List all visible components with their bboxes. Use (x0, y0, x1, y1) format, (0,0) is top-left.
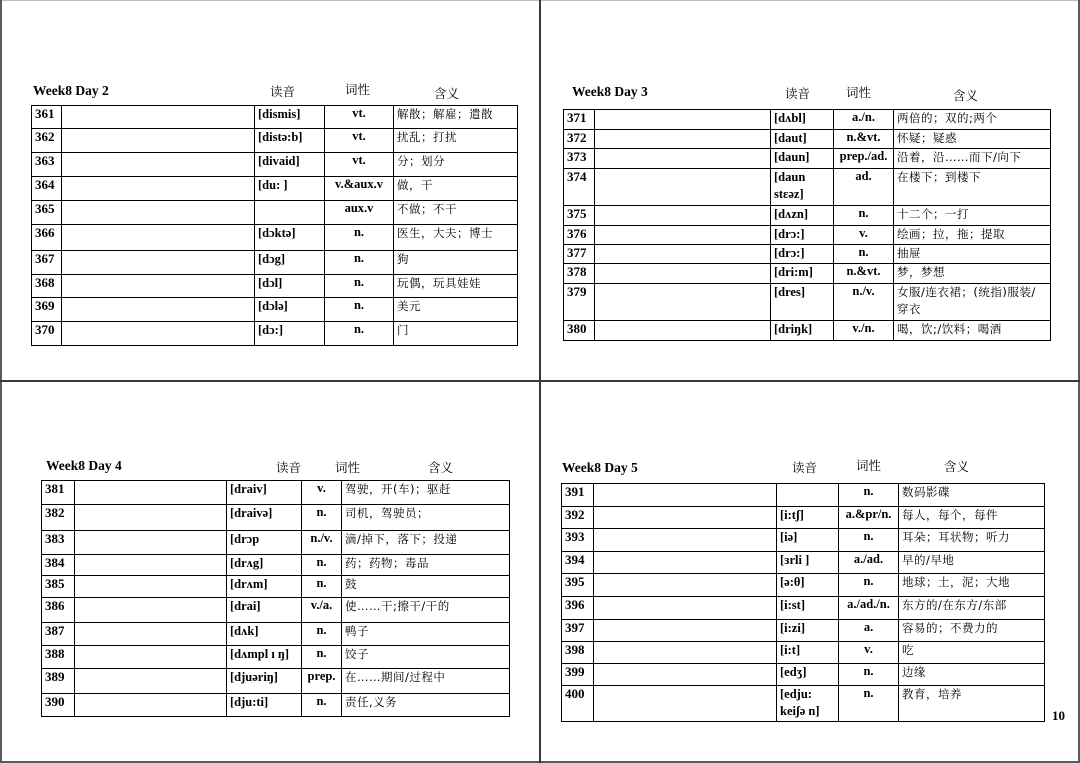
pos-cell: n.&vt. (834, 130, 894, 149)
pos-cell: a./ad./n. (839, 597, 899, 620)
word-cell (595, 149, 771, 169)
table-row (562, 686, 1045, 722)
pos-cell: n. (302, 576, 342, 598)
word-cell (594, 552, 777, 574)
phonetic-cell: [dɔg] (255, 251, 325, 275)
header-pos: 词性 (345, 82, 371, 97)
meaning-cell: 沿着，沿……而下/向下 (894, 149, 1051, 169)
table-row (564, 264, 1051, 284)
phonetic-cell: [dri:m] (771, 264, 834, 284)
pos-cell: vt. (325, 106, 394, 129)
pos-cell: vt. (325, 129, 394, 153)
meaning-cell: 梦，梦想 (894, 264, 1051, 284)
table-row (42, 481, 510, 505)
phonetic-cell: [dʌzn] (771, 206, 834, 226)
pos-cell: n. (839, 664, 899, 686)
entry-number: 399 (562, 664, 594, 686)
meaning-cell: 在……期间/过程中 (342, 669, 510, 694)
table-row (562, 620, 1045, 642)
table-row (32, 275, 518, 298)
meaning-cell: 两倍的；双的;两个 (894, 110, 1051, 130)
meaning-cell: 耳朵；耳状物；听力 (899, 529, 1045, 552)
word-cell (75, 646, 227, 669)
phonetic-cell: [ə:θ] (777, 574, 839, 597)
meaning-cell: 怀疑；疑惑 (894, 130, 1051, 149)
meaning-cell: 使……干;擦干/干的 (342, 598, 510, 623)
word-cell (594, 484, 777, 507)
phonetic-cell: [daun] (771, 149, 834, 169)
entry-number: 361 (32, 106, 62, 129)
pos-cell: v. (302, 481, 342, 505)
word-cell (594, 664, 777, 686)
word-cell (62, 106, 255, 129)
entry-number: 379 (564, 284, 595, 321)
header-meaning: 含义 (944, 459, 970, 474)
entry-number: 392 (562, 507, 594, 529)
entry-number: 371 (564, 110, 595, 130)
pos-cell: n. (325, 322, 394, 346)
word-cell (595, 264, 771, 284)
header-phonetic: 读音 (785, 86, 811, 101)
header-phonetic: 读音 (270, 84, 296, 99)
meaning-cell: 鼓 (342, 576, 510, 598)
meaning-cell: 边缘 (899, 664, 1045, 686)
entry-number: 363 (32, 153, 62, 177)
header-phonetic: 读音 (276, 460, 302, 475)
word-cell (594, 620, 777, 642)
word-cell (62, 251, 255, 275)
pos-cell: aux.v (325, 201, 394, 225)
day-title: Week8 Day 2 (33, 83, 109, 98)
meaning-cell: 狗 (394, 251, 518, 275)
word-cell (75, 576, 227, 598)
pos-cell: n. (325, 225, 394, 251)
meaning-cell: 滴/掉下，落下；投递 (342, 531, 510, 555)
phonetic-cell: [dɔktə] (255, 225, 325, 251)
pos-cell: v. (834, 226, 894, 245)
table-row (562, 507, 1045, 529)
phonetic-cell: [drɔ:] (771, 245, 834, 264)
phonetic-cell: [distə:b] (255, 129, 325, 153)
meaning-cell: 司机，驾驶员； (342, 505, 510, 531)
entry-number: 365 (32, 201, 62, 225)
table-row (32, 251, 518, 275)
phonetic-cell: [dismis] (255, 106, 325, 129)
phonetic-cell: [draiv] (227, 481, 302, 505)
entry-number: 398 (562, 642, 594, 664)
table-row (564, 206, 1051, 226)
phonetic-cell (777, 484, 839, 507)
phonetic-cell: [i:tʃ] (777, 507, 839, 529)
phonetic-cell: [drai] (227, 598, 302, 623)
entry-number: 373 (564, 149, 595, 169)
word-cell (594, 574, 777, 597)
entry-number: 395 (562, 574, 594, 597)
entry-number: 376 (564, 226, 595, 245)
word-cell (595, 245, 771, 264)
pos-cell: n. (302, 694, 342, 717)
entry-number: 382 (42, 505, 75, 531)
word-cell (594, 507, 777, 529)
phonetic-cell: [divaid] (255, 153, 325, 177)
word-cell (75, 623, 227, 646)
word-cell (62, 225, 255, 251)
pos-cell: n. (839, 484, 899, 507)
table-row (42, 555, 510, 576)
header-pos: 词性 (846, 85, 872, 100)
word-cell (594, 597, 777, 620)
phonetic-cell: [ɜrli ] (777, 552, 839, 574)
phonetic-cell: [i:st] (777, 597, 839, 620)
word-cell (595, 130, 771, 149)
header-meaning: 含义 (428, 460, 454, 475)
meaning-cell: 做，干 (394, 177, 518, 201)
table-row (562, 597, 1045, 620)
word-cell (75, 531, 227, 555)
meaning-cell: 不做；不干 (394, 201, 518, 225)
entry-number: 366 (32, 225, 62, 251)
meaning-cell: 十二个；一打 (894, 206, 1051, 226)
pos-cell: n./v. (834, 284, 894, 321)
word-cell (595, 206, 771, 226)
pos-cell: n. (302, 646, 342, 669)
meaning-cell: 绘画；拉，拖；提取 (894, 226, 1051, 245)
phonetic-cell: [drɔp (227, 531, 302, 555)
table-row (42, 646, 510, 669)
pos-cell: prep. (302, 669, 342, 694)
meaning-cell: 地球；土，泥；大地 (899, 574, 1045, 597)
table-row (564, 245, 1051, 264)
entry-number: 387 (42, 623, 75, 646)
header-pos: 词性 (335, 460, 361, 475)
word-cell (594, 642, 777, 664)
pos-cell: n. (839, 686, 899, 722)
table-row (42, 531, 510, 555)
pos-cell: prep./ad. (834, 149, 894, 169)
word-cell (75, 598, 227, 623)
meaning-cell: 扰乱；打扰 (394, 129, 518, 153)
word-cell (62, 275, 255, 298)
meaning-cell: 容易的；不费力的 (899, 620, 1045, 642)
table-row (42, 505, 510, 531)
phonetic-cell: [i:t] (777, 642, 839, 664)
entry-number: 400 (562, 686, 594, 722)
word-cell (75, 555, 227, 576)
pos-cell: n./v. (302, 531, 342, 555)
table-row (42, 598, 510, 623)
entry-number: 378 (564, 264, 595, 284)
entry-number: 394 (562, 552, 594, 574)
phonetic-cell: [djuəriŋ] (227, 669, 302, 694)
pos-cell: n. (834, 206, 894, 226)
table-row (32, 201, 518, 225)
pos-cell: n. (325, 275, 394, 298)
word-cell (75, 505, 227, 531)
meaning-cell: 分；划分 (394, 153, 518, 177)
meaning-cell: 解散；解雇；遣散 (394, 106, 518, 129)
table-row (32, 106, 518, 129)
entry-number: 391 (562, 484, 594, 507)
word-cell (62, 298, 255, 322)
entry-number: 370 (32, 322, 62, 346)
vocab-table (563, 109, 1051, 341)
meaning-cell: 早的/早地 (899, 552, 1045, 574)
table-row (564, 284, 1051, 321)
entry-number: 397 (562, 620, 594, 642)
table-row (564, 226, 1051, 245)
phonetic-cell: [iə] (777, 529, 839, 552)
pos-cell: n. (839, 574, 899, 597)
meaning-cell: 数码影碟 (899, 484, 1045, 507)
pos-cell: n. (302, 555, 342, 576)
entry-number: 386 (42, 598, 75, 623)
meaning-cell: 女服/连衣裙；(统指)服装/穿衣 (894, 284, 1051, 321)
entry-number: 389 (42, 669, 75, 694)
page-number: 10 (1052, 708, 1065, 723)
entry-number: 364 (32, 177, 62, 201)
day-title: Week8 Day 5 (562, 460, 638, 475)
phonetic-cell: [daut] (771, 130, 834, 149)
table-row (42, 694, 510, 717)
pos-cell: v./a. (302, 598, 342, 623)
phonetic-cell: [dɔl] (255, 275, 325, 298)
entry-number: 377 (564, 245, 595, 264)
word-cell (75, 669, 227, 694)
meaning-cell: 饺子 (342, 646, 510, 669)
entry-number: 388 (42, 646, 75, 669)
table-row (562, 529, 1045, 552)
table-row (32, 153, 518, 177)
word-cell (595, 169, 771, 206)
phonetic-cell: [du: ] (255, 177, 325, 201)
meaning-cell: 玩偶，玩具娃娃 (394, 275, 518, 298)
phonetic-cell: [daun stɛəz] (771, 169, 834, 206)
entry-number: 390 (42, 694, 75, 717)
word-cell (62, 322, 255, 346)
phonetic-cell: [dɔ:] (255, 322, 325, 346)
meaning-cell: 喝，饮;/饮料；喝酒 (894, 321, 1051, 341)
word-cell (595, 226, 771, 245)
word-cell (594, 529, 777, 552)
table-row (32, 322, 518, 346)
meaning-cell: 教育，培养 (899, 686, 1045, 722)
pos-cell: a./n. (834, 110, 894, 130)
table-row (32, 298, 518, 322)
word-cell (62, 201, 255, 225)
word-cell (595, 321, 771, 341)
phonetic-cell: [dɔlə] (255, 298, 325, 322)
word-cell (595, 110, 771, 130)
phonetic-cell: [drɔ:] (771, 226, 834, 245)
table-row (562, 642, 1045, 664)
meaning-cell: 鸭子 (342, 623, 510, 646)
entry-number: 362 (32, 129, 62, 153)
vocab-table (561, 483, 1045, 722)
table-row (564, 169, 1051, 206)
entry-number: 380 (564, 321, 595, 341)
meaning-cell: 药；药物；毒品 (342, 555, 510, 576)
pos-cell: n. (325, 251, 394, 275)
table-row (564, 110, 1051, 130)
phonetic-cell: [dʌk] (227, 623, 302, 646)
pos-cell: n. (302, 623, 342, 646)
word-cell (594, 686, 777, 722)
table-row (32, 177, 518, 201)
entry-number: 393 (562, 529, 594, 552)
pos-cell: n. (834, 245, 894, 264)
table-row (564, 321, 1051, 341)
entry-number: 384 (42, 555, 75, 576)
phonetic-cell: [i:zi] (777, 620, 839, 642)
pos-cell: v. (839, 642, 899, 664)
meaning-cell: 美元 (394, 298, 518, 322)
pos-cell: a.&pr/n. (839, 507, 899, 529)
quadrant-divider-horizontal (0, 380, 1080, 382)
header-meaning: 含义 (434, 86, 460, 101)
pos-cell: n.&vt. (834, 264, 894, 284)
table-row (562, 574, 1045, 597)
phonetic-cell (255, 201, 325, 225)
meaning-cell: 每人，每个，每件 (899, 507, 1045, 529)
meaning-cell: 门 (394, 322, 518, 346)
meaning-cell: 抽屉 (894, 245, 1051, 264)
word-cell (62, 153, 255, 177)
entry-number: 372 (564, 130, 595, 149)
entry-number: 375 (564, 206, 595, 226)
word-cell (75, 694, 227, 717)
phonetic-cell: [drʌm] (227, 576, 302, 598)
phonetic-cell: [drʌg] (227, 555, 302, 576)
table-row (564, 149, 1051, 169)
meaning-cell: 驾驶，开(车)；驱赶 (342, 481, 510, 505)
word-cell (62, 177, 255, 201)
pos-cell: n. (839, 529, 899, 552)
table-row (32, 129, 518, 153)
meaning-cell: 医生，大夫；博士 (394, 225, 518, 251)
pos-cell: v.&aux.v (325, 177, 394, 201)
phonetic-cell: [dʌmpl ı ŋ] (227, 646, 302, 669)
phonetic-cell: [edʒ] (777, 664, 839, 686)
meaning-cell: 东方的/在东方/东部 (899, 597, 1045, 620)
phonetic-cell: [edju: keiʃə n] (777, 686, 839, 722)
entry-number: 383 (42, 531, 75, 555)
table-row (562, 664, 1045, 686)
vocab-table (31, 105, 518, 346)
meaning-cell: 在楼下；到楼下 (894, 169, 1051, 206)
phonetic-cell: [dʌbl] (771, 110, 834, 130)
table-row (42, 576, 510, 598)
phonetic-cell: [draivə] (227, 505, 302, 531)
header-meaning: 含义 (953, 88, 979, 103)
entry-number: 396 (562, 597, 594, 620)
pos-cell: a. (839, 620, 899, 642)
phonetic-cell: [dju:ti] (227, 694, 302, 717)
pos-cell: n. (302, 505, 342, 531)
pos-cell: ad. (834, 169, 894, 206)
vocab-table (41, 480, 510, 717)
meaning-cell: 吃 (899, 642, 1045, 664)
table-row (32, 225, 518, 251)
pos-cell: a./ad. (839, 552, 899, 574)
pos-cell: vt. (325, 153, 394, 177)
word-cell (75, 481, 227, 505)
table-row (562, 484, 1045, 507)
entry-number: 374 (564, 169, 595, 206)
day-title: Week8 Day 3 (572, 84, 648, 99)
word-cell (62, 129, 255, 153)
header-pos: 词性 (856, 458, 882, 473)
header-phonetic: 读音 (792, 460, 818, 475)
meaning-cell: 责任,义务 (342, 694, 510, 717)
table-row (564, 130, 1051, 149)
entry-number: 367 (32, 251, 62, 275)
day-title: Week8 Day 4 (46, 458, 122, 473)
table-row (42, 623, 510, 646)
phonetic-cell: [driŋk] (771, 321, 834, 341)
entry-number: 368 (32, 275, 62, 298)
pos-cell: n. (325, 298, 394, 322)
word-cell (595, 284, 771, 321)
table-row (42, 669, 510, 694)
entry-number: 385 (42, 576, 75, 598)
phonetic-cell: [dres] (771, 284, 834, 321)
table-row (562, 552, 1045, 574)
pos-cell: v./n. (834, 321, 894, 341)
entry-number: 381 (42, 481, 75, 505)
entry-number: 369 (32, 298, 62, 322)
